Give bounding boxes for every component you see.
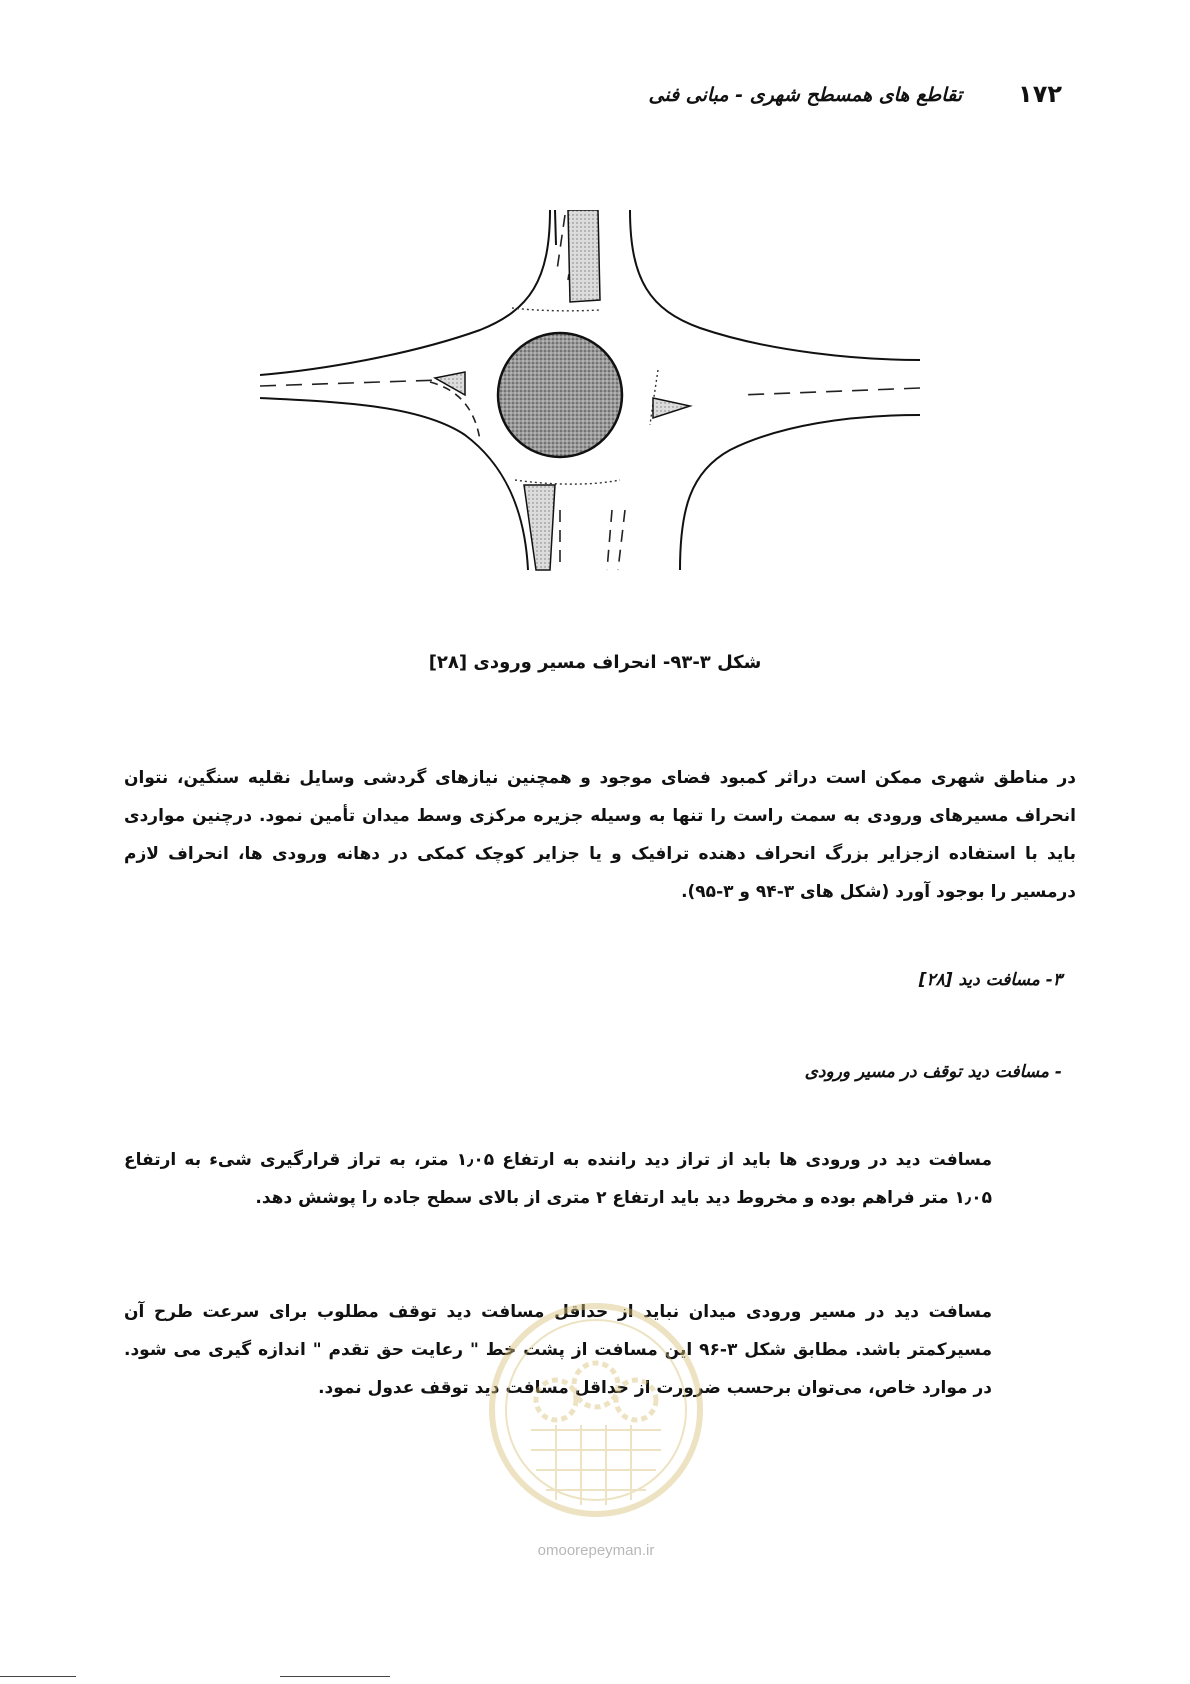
splitter-island-west bbox=[435, 372, 465, 395]
splitter-island-south bbox=[524, 485, 555, 570]
body-paragraph-1: در مناطق شهری ممکن است دراثر کمبود فضای موجود و همچنین نیازهای گردشی وسایل نقلیه سنگین، نتوان انحراف مسیرهای ورودی به سمت راست را تنها به وسیله جزیره مرکزی وسط میدان تأمین نمود. درچنین مواردی باید با استفاده ازجزایر بزرگ انحراف دهنده ترافیک و یا جزایر کوچک کمکی در دهانه ورودی ها، انحراف لازم درمسیر را بوجود آورد (شکل های ۳-۹۴ و ۳-۹۵). bbox=[124, 768, 1076, 902]
section-heading: ۳- مسافت دید [۲۸] bbox=[918, 970, 1062, 990]
central-island bbox=[498, 333, 622, 457]
footer-rule-left bbox=[0, 1676, 76, 1677]
curb-bottom-left bbox=[260, 398, 528, 570]
running-header-title: تقاطع های همسطح شهری - مبانی فنی bbox=[648, 84, 962, 106]
watermark-seal-icon bbox=[486, 1300, 706, 1520]
curb-bottom-right bbox=[680, 415, 920, 570]
page-number: ۱۷۲ bbox=[1018, 80, 1062, 108]
footer-rule-right bbox=[280, 1676, 390, 1677]
curb-top-left bbox=[260, 210, 550, 375]
curb-top-right bbox=[630, 210, 920, 360]
figure-caption: شکل ۳-۹۳- انحراف مسیر ورودی [۲۸] bbox=[428, 652, 762, 673]
splitter-island-north bbox=[568, 210, 600, 302]
body-paragraph-2: مسافت دید در ورودی ها باید از تراز دید راننده به ارتفاع ۱٫۰۵ متر، به تراز قرارگیری شیء به ارتفاع ۱٫۰۵ متر فراهم بوده و مخروط دید باید ارتفاع ۲ متری از بالای سطح جاده را پوشش دهد. bbox=[124, 1150, 992, 1208]
splitter-island-east bbox=[653, 398, 690, 418]
watermark-site: omoorepeyman.ir bbox=[537, 1542, 655, 1559]
sub-heading: - مسافت دید توقف در مسیر ورودی bbox=[804, 1062, 1062, 1082]
body-paragraph-3: مسافت دید در مسیر ورودی میدان نباید از حداقل مسافت دید توقف مطلوب برای سرعت طرح آن مسیرکمتر باشد. مطابق شکل ۳-۹۶ این مسافت از پشت خط " رعایت حق تقدم " اندازه گیری می شود. در موارد خاص، می‌توان برحسب ضرورت از حداقل مسافت دید توقف عدول نمود. bbox=[124, 1302, 992, 1398]
roundabout-diagram bbox=[260, 210, 920, 620]
